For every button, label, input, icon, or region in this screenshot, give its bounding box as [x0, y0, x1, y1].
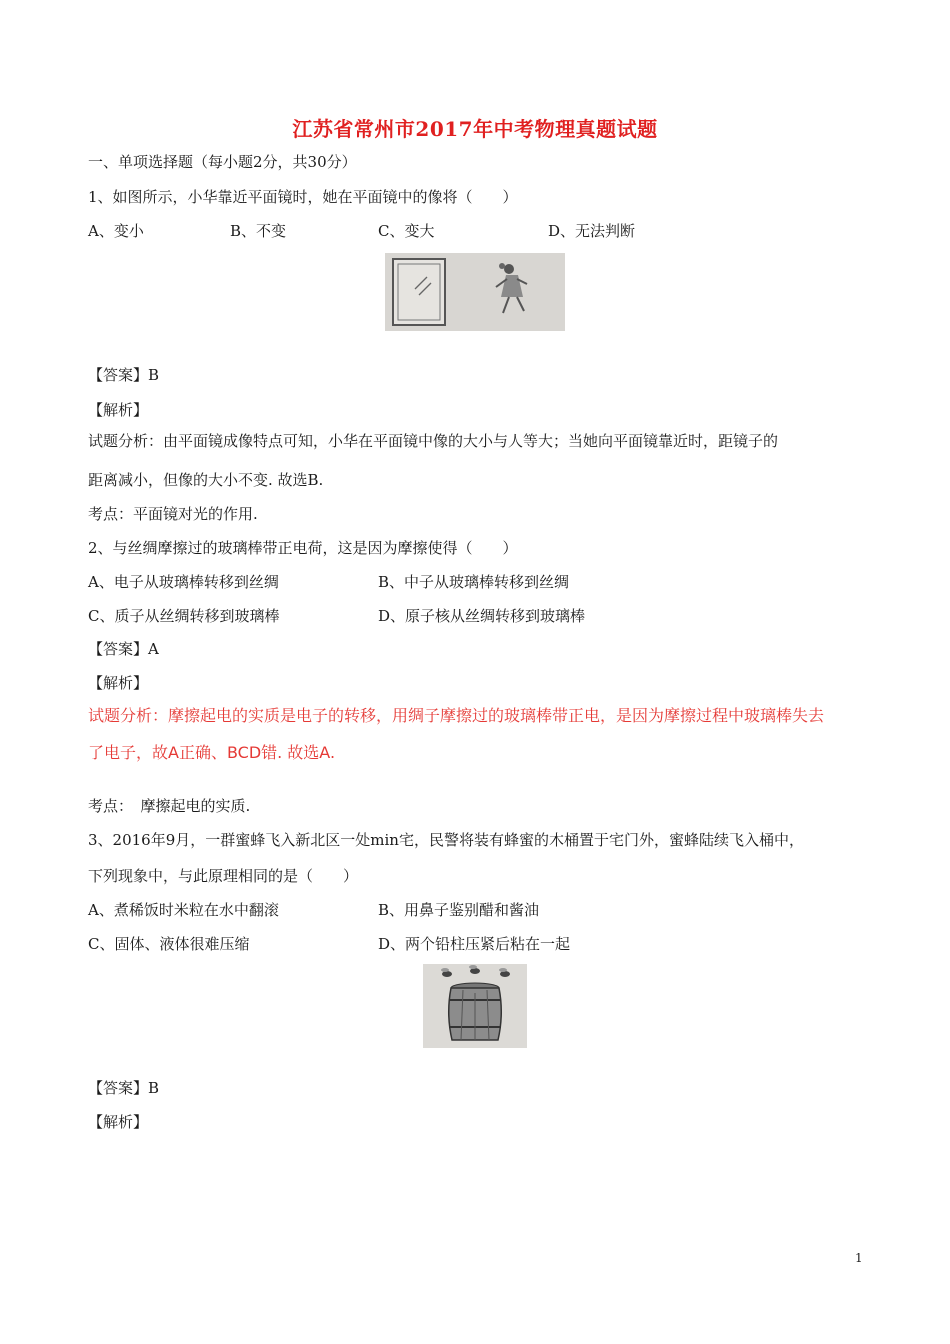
- q3-answer: 【答案】B: [88, 1079, 160, 1097]
- q3-stem-line1: 3、2016年9月，一群蜜蜂飞入新北区一处min宅，民警将装有蜂蜜的木桶置于宅门外，蜜蜂陆续飞入桶中，: [88, 831, 804, 849]
- document-title: 江苏省常州市2017年中考物理真题试题: [292, 117, 658, 141]
- section-heading: 一、单项选择题（每小题2分，共30分）: [88, 153, 357, 171]
- q1-option-b: B、不变: [230, 222, 287, 240]
- q1-option-a: A、变小: [88, 222, 144, 240]
- q1-stem: 1、如图所示，小华靠近平面镜时，她在平面镜中的像将（ ）: [88, 188, 518, 206]
- q2-option-c: C、质子从丝绸转移到玻璃棒: [88, 607, 280, 625]
- q3-stem-line2: 下列现象中，与此原理相同的是（ ）: [88, 867, 359, 885]
- q1-analysis-line2: 距离减小，但像的大小不变. 故选B.: [88, 471, 324, 489]
- q2-option-b: B、中子从玻璃棒转移到丝绸: [378, 573, 570, 591]
- q2-option-a: A、电子从玻璃棒转移到丝绸: [88, 573, 279, 591]
- q2-kaodian: 考点： 摩擦起电的实质.: [88, 797, 251, 815]
- q3-option-d: D、两个铅柱压紧后粘在一起: [378, 935, 571, 953]
- q1-analysis-label: 【解析】: [88, 401, 149, 419]
- q1-option-c: C、变大: [378, 222, 435, 240]
- q2-analysis-line1: 试题分析：摩擦起电的实质是电子的转移，用绸子摩擦过的玻璃棒带正电，是因为摩擦过程中玻璃棒失去: [88, 706, 825, 725]
- barrel-bees-figure: [423, 964, 527, 1048]
- q3-analysis-label: 【解析】: [88, 1113, 149, 1131]
- barrel-icon: [449, 983, 502, 1040]
- q3-option-c: C、固体、液体很难压缩: [88, 935, 250, 953]
- q2-analysis-line2: 了电子，故A正确、BCD错. 故选A.: [88, 743, 336, 762]
- q3-option-b: B、用鼻子鉴别醋和酱油: [378, 901, 540, 919]
- q1-answer: 【答案】B: [88, 366, 160, 384]
- q1-kaodian: 考点：平面镜对光的作用.: [88, 505, 258, 523]
- mirror-girl-figure: [385, 253, 565, 331]
- page-number: 1: [855, 1251, 863, 1265]
- q3-option-a: A、煮稀饭时米粒在水中翻滚: [88, 901, 279, 919]
- q1-option-d: D、无法判断: [548, 222, 636, 240]
- q1-analysis-line1: 试题分析：由平面镜成像特点可知，小华在平面镜中像的大小与人等大；当她向平面镜靠近时，距镜子的: [88, 432, 779, 450]
- q2-analysis-label: 【解析】: [88, 674, 149, 692]
- q2-option-d: D、原子核从丝绸转移到玻璃棒: [378, 607, 586, 625]
- q2-stem: 2、与丝绸摩擦过的玻璃棒带正电荷，这是因为摩擦使得（ ）: [88, 539, 518, 557]
- q2-answer: 【答案】A: [88, 640, 159, 658]
